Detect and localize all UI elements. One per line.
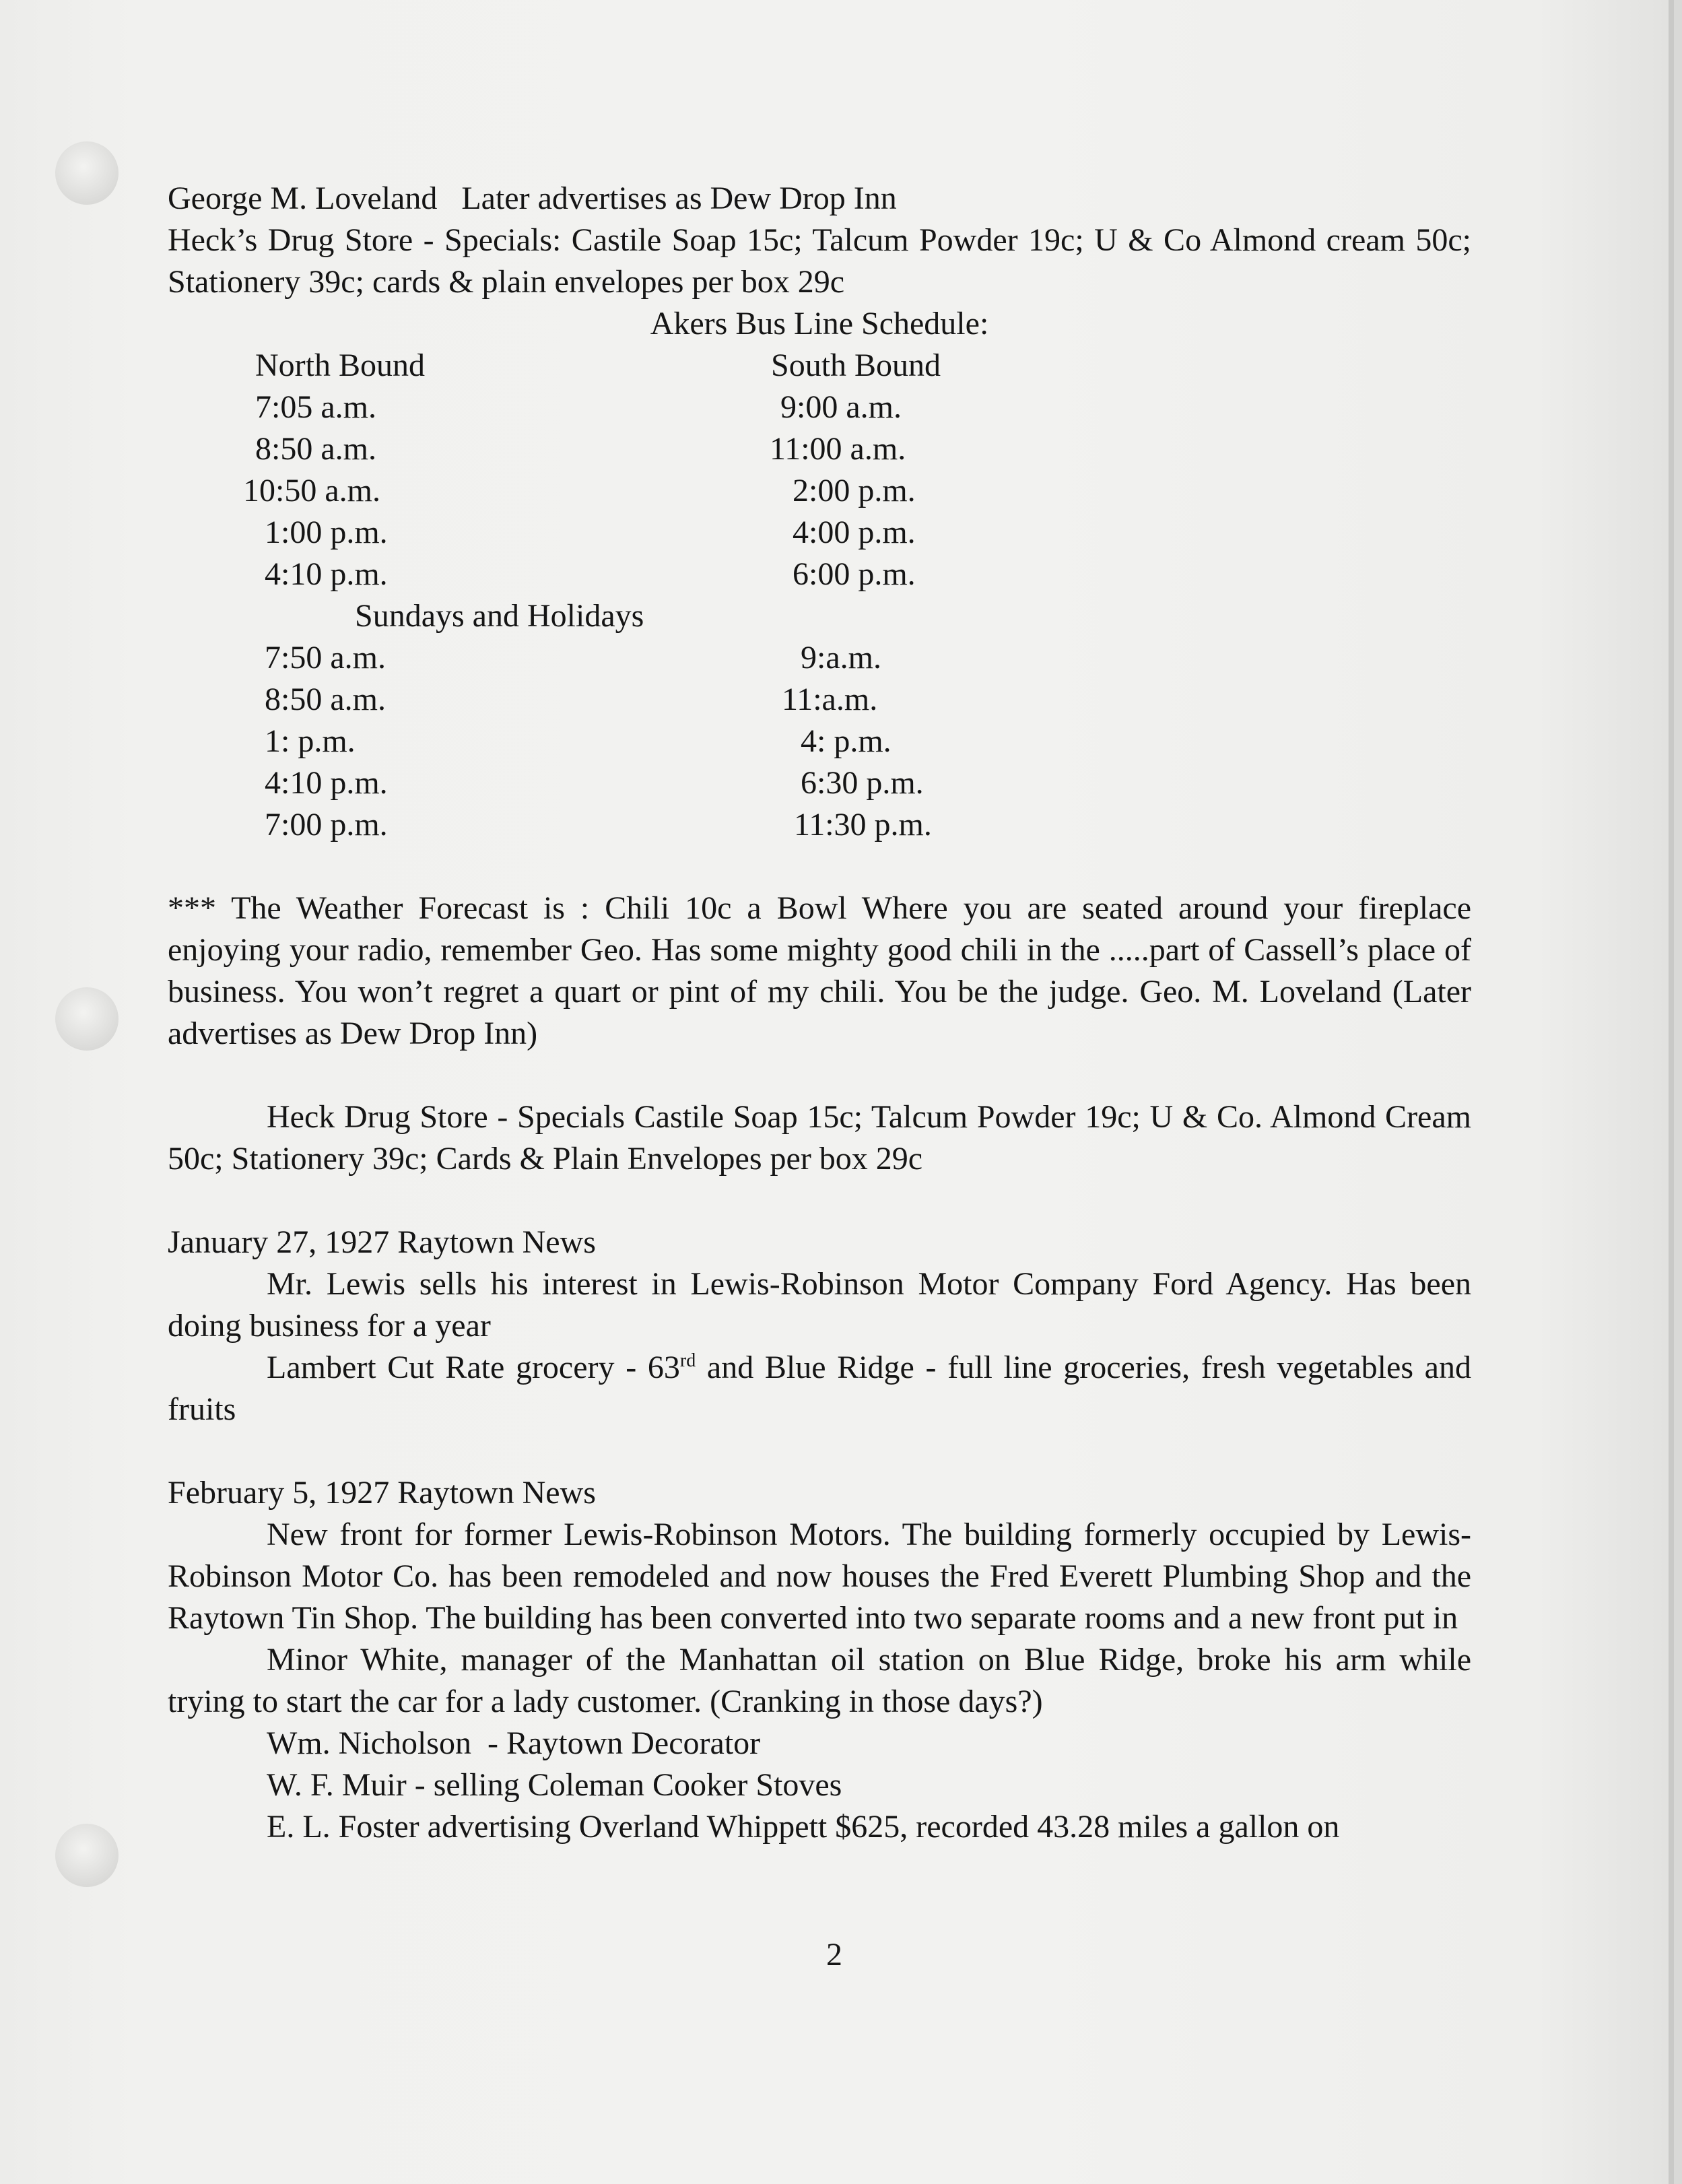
- north-sunday-time: 1: p.m.: [265, 723, 356, 759]
- document-body: [168, 178, 1471, 1848]
- ordinal-suffix: rd: [679, 1350, 696, 1371]
- south-bound-header: South Bound: [771, 348, 941, 383]
- nicholson-line: Wm. Nicholson - Raytown Decorator: [267, 1725, 761, 1761]
- punch-hole-bottom: [55, 1824, 119, 1887]
- north-sunday-time: 7:50 a.m.: [265, 640, 386, 675]
- weather-forecast-paragraph: *** The Weather Forecast is : Chili 10c a Bowl Where you are seated around your fireplace enjoying your radio, remember Geo. Has some mighty good chili in the .....part of Cassell’s place of business. You won’t regret a quart or pint of my chili. You be the judge. Geo. M. Loveland (Later advertises as Dew Drop Inn): [168, 890, 1471, 1051]
- january-heading: January 27, 1927 Raytown News: [168, 1224, 596, 1260]
- heck-drug-store-paragraph: Heck’s Drug Store - Specials: Castile Soap 15c; Talcum Powder 19c; U & Co Almond cream 50c; Stationery 39c; cards & plain envelopes per box 29c: [168, 222, 1471, 300]
- north-bound-column: [243, 345, 644, 846]
- page-number: 2: [826, 1937, 842, 1973]
- foster-line: E. L. Foster advertising Overland Whippett $625, recorded 43.28 miles a gallon on: [267, 1809, 1340, 1845]
- lambert-text-rest: and Blue Ridge - full line groceries, fresh vegetables and fruits: [168, 1350, 1471, 1427]
- south-sunday-time: 9:a.m.: [801, 640, 881, 675]
- south-time: 2:00 p.m.: [793, 473, 916, 508]
- punch-hole-middle: [55, 987, 119, 1051]
- heck-drug-store-paragraph-2: Heck Drug Store - Specials Castile Soap 15c; Talcum Powder 19c; U & Co. Almond Cream 50c; Stationery 39c; Cards & Plain Envelopes per box 29c: [168, 1099, 1471, 1177]
- south-time: 4:00 p.m.: [793, 515, 916, 550]
- loveland-line: George M. Loveland Later advertises as Dew Drop Inn: [168, 180, 897, 216]
- south-sunday-time: 6:30 p.m.: [801, 765, 924, 801]
- south-bound-column: [770, 345, 1117, 846]
- bus-schedule-table: [168, 345, 1471, 846]
- new-front-paragraph: New front for former Lewis-Robinson Motors. The building formerly occupied by Lewis-Robinson Motor Co. has been remodeled and now houses the Fred Everett Plumbing Shop and the Raytown Tin Shop. The building has been converted into two separate rooms and a new front put in: [168, 1517, 1471, 1636]
- bus-schedule-title: Akers Bus Line Schedule:: [650, 306, 989, 341]
- lewis-paragraph: Mr. Lewis sells his interest in Lewis-Robinson Motor Company Ford Agency. Has been doing business for a year: [168, 1266, 1471, 1344]
- muir-line: W. F. Muir - selling Coleman Cooker Stoves: [267, 1767, 842, 1803]
- south-sunday-time: 11:30 p.m.: [794, 807, 932, 842]
- north-bound-header: North Bound: [255, 348, 425, 383]
- minor-white-paragraph: Minor White, manager of the Manhattan oil station on Blue Ridge, broke his arm while trying to start the car for a lady customer. (Cranking in those days?): [168, 1642, 1471, 1719]
- north-sunday-time: 4:10 p.m.: [265, 765, 388, 801]
- south-time: 6:00 p.m.: [793, 556, 916, 592]
- north-time: 4:10 p.m.: [265, 556, 388, 592]
- south-time: 11:00 a.m.: [770, 431, 906, 467]
- lambert-paragraph: [168, 1347, 1471, 1430]
- south-time: 9:00 a.m.: [780, 389, 902, 425]
- south-sunday-time: 11:a.m.: [782, 682, 878, 717]
- north-sunday-time: 8:50 a.m.: [265, 682, 386, 717]
- punch-hole-top: [55, 141, 119, 205]
- north-time: 8:50 a.m.: [255, 431, 376, 467]
- north-time: 1:00 p.m.: [265, 515, 388, 550]
- lambert-text: Lambert Cut Rate grocery - 63: [267, 1350, 680, 1385]
- north-sunday-time: 7:00 p.m.: [265, 807, 388, 842]
- south-sunday-time: 4: p.m.: [801, 723, 892, 759]
- north-time: 10:50 a.m.: [243, 473, 380, 508]
- february-heading: February 5, 1927 Raytown News: [168, 1475, 596, 1511]
- north-time: 7:05 a.m.: [255, 389, 376, 425]
- sundays-holidays-label: Sundays and Holidays: [355, 598, 644, 634]
